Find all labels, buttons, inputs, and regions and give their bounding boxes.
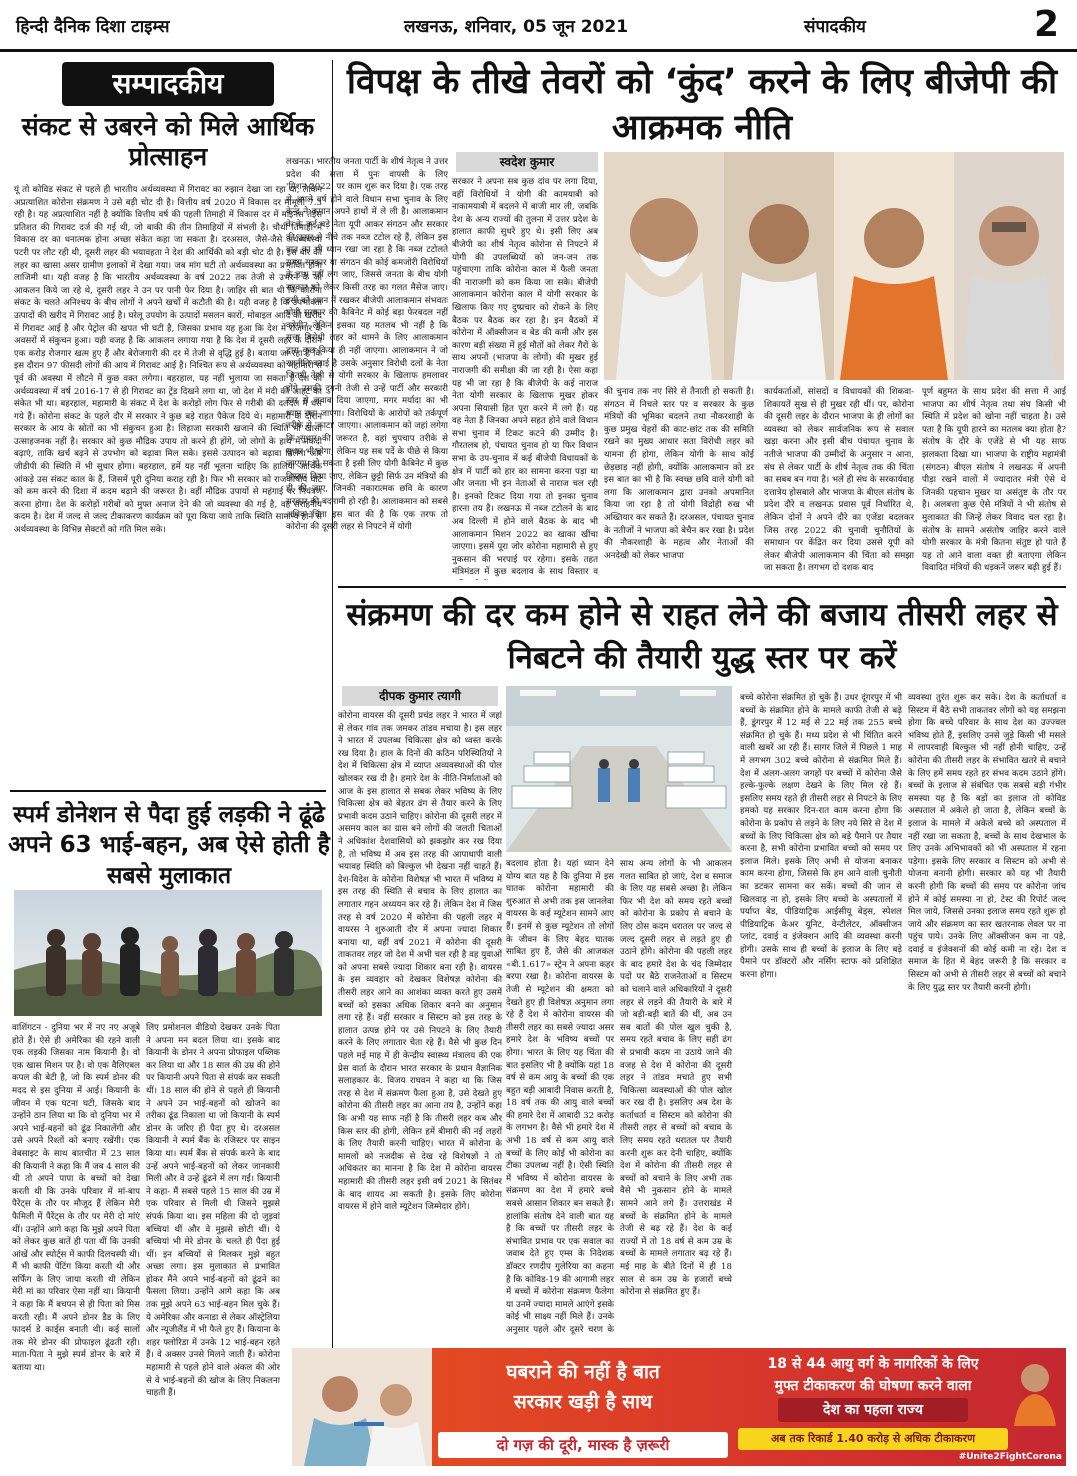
- ad-left-line2: सरकार खड़ी है साथ: [513, 1391, 653, 1413]
- masthead: [0, 0, 1077, 52]
- side-story-title: स्पर्म डोनेशन से पैदा हुई लड़की ने ढूंढे अपने 63 भाई-बहन, अब ऐसे होती है सबसे मुलाकात: [8, 802, 330, 889]
- family-photo: [14, 890, 322, 1016]
- covid-col2: बदलाव होता है। यहां ध्यान देने योग्य बात यह है कि दुनिया में इस घातक कोरोना महामारी की शुरुआत से अभी तक इस जानलेवा वायरस के कई म्यूटेशन सामने आए हैं। इनमें से कुछ म्यूटेशन तो लोगों के जीवन के लिए बेहद घातक साबित हुए हैं, जैसे की आजकल «बी.1.617» स्ट्रेन ने अपना कहर बरपा रखा है। कोरोना वायरस के तेजी से म्यूटेशन की क्षमता को देखते हुए ही विशेषज्ञ अनुमान लगा रहे हैं देश में कोरोना वायरस की तीसरी लहर का सबसे ज्यादा असर हमारे देश के भविष्य बच्चों पर होगा। भारत के लिए यह चिंता की बात इसलिए भी है क्योंकि यहां 18 वर्ष से कम आयु के बच्चों की एक बहुत बड़ी आबादी निवास करती है, 18 वर्ष तक की आयु वाले बच्चों की हमारे देश में आबादी 32 करोड़ के लगभग है। वैसे भी हमारे देश में अभी 18 वर्ष से कम आयु वाले बच्चों के लिए कोई भी कोरोना का टीका उपलब्ध नहीं है। ऐसी स्थिति में भविष्य में कोरोना वायरस के संक्रमण का देश में हमारे बच्चे सबसे आसान शिकार बन सकते हैं। हालांकि संतोष देने वाली बात यह है कि बच्चों पर तीसरी लहर के संभावित प्रभाव पर एक सवाल का जवाब देते हुए एम्स के निदेशक डॉक्टर रणदीप गुलेरिया का कहना है कि कोविड-19 की आगामी लहर में बच्चों में कोरोना संक्रमण फैलेगा या उनमें ज्यादा मामले आएंगे इसके कोई भी साक्ष्य नहीं मिले हैं। उनके अनुसार पहले और दूसरे चरण के: [506, 859, 614, 1335]
- ad-hashtag: #Unite2FightCorona: [958, 1452, 1062, 1462]
- page-number: 2: [1033, 4, 1059, 45]
- ad-right-line2: मुफ्त टीकाकरण की घोषणा करने वाला: [774, 1378, 972, 1394]
- covid-col4: बच्चे कोरोना संक्रमित हो चुके हैं। उधर दूंगरपुर में भी बच्चों के संक्रमित होने के मामले काफी तेजी से बढ़े हैं, डूंगरपुर में 12 मई से 22 मई तक 255 बच्चे संक्रमित हो चुके हैं। मध्य प्रदेश से भी चिंतित करने वाली खबरें आ रही हैं। सागर जिले में पिछले 1 माह में लगभग 302 बच्चे कोरोना से संक्रमित मिले हैं। देश में अलग-अलग जगहों पर बच्चों में कोरोना जैसे हल्के-फुल्के लक्षण देखने के लिए मिल रहे हैं। इसलिए समय रहते ही तीसरी लहर से निपटने के लिए हमको यह सरकार दिन-रात काम करना होगा कि कोरोना के प्रकोप से लड़ने के लिए नये सिरे से देश में बच्चों के लिए चिकित्सा क्षेत्र को बड़े पैमाने पर तैयार करना है, सभी कोरोना प्रभावित बच्चों को समय पर इलाज मिले। इसके लिए अभी से योजना बनाकर काम करना होगा, जिससे कि हम आने वाली चुनौती का डटकर सामना कर सकें। बच्चों की जान से खिलवाड़ ना हो, इसके लिए बच्चों के अस्पतालों में पर्याप्त बेड, पीडियाट्रिक आईसीयू बेड्स, स्पेशल पीडियाट्रिक केअर यूनिट, वेन्टीलेटर, ऑक्सीजन प्लांट, दवाई व इंजेक्शन आदि की व्यवस्था करनी होगी। उसके साथ ही बच्चों के इलाज के लिए बड़े पैमाने पर डॉक्टरों और नर्सिंग स्टाफ को प्रशिक्षित करना होगा।: [740, 693, 902, 981]
- editorial-title: संकट से उबरने को मिले आर्थिक प्रोत्साहन: [21, 112, 315, 171]
- lead-col4: कार्यकर्ताओं, सांसदों व विधायकों की शिकवा-शिकायतें सुख से ही मुखर रही थीं। पर, कोरोना की दूसरी लहर के दौरान भाजपा के ही लोगों का व्यवस्था को लेकर सार्वजनिक रूप से सवाल खड़ा करना और इसी बीच पंचायत चुनाव के नतीजे भाजपा की उम्मीदों के अनुसार न आना, संघ से लेकर पार्टी के शीर्ष नेतृत्व तक की चिंता का सबब बन गया है। भले ही संघ के सरकार्यवाह दत्तात्रेय होसबाले और भाजपा के बीएल संतोष के प्रदेश दौरे व लखनऊ प्रवास पूर्व निर्धारित थे, लेकिन दोनों ने अपने दौरे का एजेंडा बदलकर जिस तरह 2022 की चुनावी चुनौतियों के समाधान पर केंद्रित कर दिया उससे यूपी को लेकर बीजेपी आलाकमान की चिंता को समझा जा सकता है। लगभग दो दशक बाद: [764, 387, 914, 574]
- government-advertisement: [292, 1348, 1066, 1466]
- divider: [338, 586, 1066, 588]
- ad-vaccination-photo: [292, 1348, 432, 1466]
- lead-byline: स्वदेश कुमार: [456, 152, 598, 172]
- lead-headline: विपक्ष के तीखे तेवरों को ‘कुंद’ करने के लिए बीजेपी की आक्रमक नीति: [346, 62, 1058, 148]
- editorial-banner: सम्पादकीय: [62, 62, 274, 106]
- ad-right-line3: देश का पहला राज्य: [778, 1398, 968, 1422]
- lead-col5: पूर्ण बहुमत के साथ प्रदेश की सत्ता में आई भाजपा का शीर्ष नेतृत्व तथा संघ किसी भी स्थिति में प्रदेश को खोना नहीं चाहता है। उसे पता है कि यूपी हारने का मतलब क्या होता है? संतोष के दौरे के एजेंडे से भी यह साफ झलकता दिखा था। भाजपा के राष्ट्रीय महामंत्री (संगठन) बीएल संतोष ने लखनऊ में अपनी पीड़ा रखने वालों में ज्यादातर मंत्री ऐसे थे जिनकी पहचान मुखर या असंतुष्ट के तौर पर है। अलबत्ता कुछ ऐसे मंत्रियों ने भी संतोष से मुलाकात की जिन्हें लेकर विवाद चल रहा है। संतोष के सामने असंतोष जाहिर करने वाले योगी सरकार के मंत्री कितना संतुष्ट हो पाते हैं यह तो आने वाला वक्त ही बताएगा लेकिन विवादित मंत्रियों की धड़कनें जरूर बढ़ी हुई हैं।: [922, 387, 1066, 574]
- paper-name: हिन्दी दैनिक दिशा टाइम्स: [16, 17, 170, 37]
- lead-col2: सरकार ने अपना सब कुछ दांव पर लगा दिया, वहीं विरोधियों ने योगी की कामयाबी को नाकामयाबी में बदलने में बाजी मार ली, जबकि देश के अन्य राज्यों की तुलना में उत्तर प्रदेश के हालात काफी सुधरे हुए थे। इसी लिए अब बीजेपी का शीर्ष नेतृत्व कोरोना से निपटने में योगी की उपलब्धियों को जन-जन तक पहुंचाएगा ताकि कोरोना काल में फैली जनता की नाराजगी को कम किया जा सके। बीजेपी आलाकमान कोरोना काल में योगी सरकार के खिलाफ किए गए दुष्प्रचार को रोकने के लिए बैठक पर बैठक कर रहा है। इन बैठकों में कोरोना में ऑक्सीजन व बेड की कमी और इस कारण बड़ी संख्या में हुई मौतों को लेकर गैरों के साथ अपनों (भाजपा के लोगों) की मुखर हुई नाराजगी की समीक्षा की जा रही है। ऐसा कहा यह भी जा रहा है कि बीजेपी के कई नाराज नेता योगी सरकार के खिलाफ मुखर होकर अपना सियासी हित पूरा करने में लगे हैं। यह वह नेता हैं जिनका अपने सहत होने वाले विधान सभा चुनाव में टिकट कटने की उम्मीद है। गौरतलब हो, पंचायत चुनाव हो या फिर विधान सभा के उप-चुनाव में कई बीजेपी विधायकों के क्षेत्र में पार्टी को हार का सामना करना पड़ा था और जनता भी इन नेताओं से नाराज चल रही है। इनको टिकट दिया गया तो इनका चुनाव हारना तय है। लखनऊ में नब्ज टटोलने के बाद अब दिल्ली में होने वाले बैठक के बाद भी आलाकमान मिशन 2022 का खाका खींचा जाएगा। इसमें पूरा जोर कोरोना महामारी से हुए नुकसान की भरपाई पर रहेगा। इसके तहत मंत्रिमंडल में कुछ बदलाव के साथ विस्तार व: [452, 177, 598, 578]
- hospital-ward-photo: [506, 686, 732, 852]
- side-story-col1: वाशिंगटन - दुनिया भर में नए नए अजूबे होते हैं। ऐसे ही अमेरिका की रहने वाली एक लड़की जिसका नाम कियानी है। वो एक खास मिशन पर है। वो एक वैलिएबल कपल की बेटी है, जो कि स्पर्म डोनर की मदद से इस दुनिया में आई। कियानी के जीवन में एक घटना घटी, जिसके बाद उन्होंने ठान लिया था कि वो दुनिया भर में अपने भाई-बहनों को ढूंढ निकालेंगी और उसे अपने रिश्तों को बनाए रखेंगी। एक वेबसाइट के साथ बातचीत में 23 साल की कियानी ने कहा कि मैं जब 4 साल की थी तो अपने पापा के बच्चों को देखा करती थी कि उनके परिवार में मां-बाप पैरेंट्स के तौर पर मौजूद हैं लेकिन मेरी फैमिली में पैरेंट्स के तौर पर मेरी दो मांएं थीं। उन्होंने आगे कहा कि मुझे अपने पिता को लेकर कुछ बातें ही पता थीं कि उनकी आंखें और स्पोर्ट्स में काफी दिलचस्पी थी। मैं भी काफी पेंटिंग किया करती थी और सर्फिंग के लिए जाया करती थी लेकिन मेरी मां का परिवार ऐसा नहीं था। कियानी ने कहा कि मैं बचपन से ही पिता को मिस करती रही। मैं अपने डोनर डैड के लिए फादर्स डे कार्ड्स बनाती थी। कई सालों तक मेरे डोनर की प्रोफाइल ढूंढती रही। माता-पिता ने मुझे स्पर्म डोनर के बारे में बताया था।: [12, 1023, 140, 1374]
- ad-right-line1: 18 से 44 आयु वर्ग के नागरिकों के लिए: [767, 1356, 979, 1372]
- ad-left-line1: घबराने की नहीं है बात: [506, 1361, 660, 1383]
- divider: [10, 790, 326, 792]
- covid-col5: व्यवस्था तुरंत शुरू कर सके। देश के कर्ताधर्ता व सिस्टम में बैठे सभी ताकतवर लोगों को यह समझना होगा कि बच्चे परिवार के साथ देश का उज्ज्वल भविष्य होते हैं, इसलिए उनसे जुड़े किसी भी मसले में लापरवाही बिल्कुल भी नहीं होनी चाहिए, उन्हें कोरोना की तीसरी लहर के संभावित खतरे से बचाने के लिए हमें समय रहते हर संभव कदम उठाने होंगे। बच्चों के इलाज से संबंधित एक सबसे बड़ी गंभीर समस्या यह है कि बड़ों का इलाज तो कोविड अस्पताल में अकेले हो जाता है, लेकिन बच्चों के इलाज के मामले में अकेले बच्चे को अस्पताल में नहीं रखा जा सकता है, बच्चों के साथ देखभाल के लिए उनके अभिभावकों को भी अस्पताल में रहना पड़ेगा। इसके लिए सरकार व सिस्टम को अभी से योजना बनानी होगी। सरकार को यह भी तैयारी करनी होगी कि बच्चों की समय पर कोरोना जांच होने में कोई समस्या ना हो, टेस्ट की रिपोर्ट जल्द मिल जाये, जिससे उनका इलाज समय रहते शुरू हो जाये और संक्रमण का स्तर खतरनाक लेवल पर ना पहुंच पाये। उनके लिए ऑक्सीजन कम ना पड़े, दवाई व इंजेक्शनों की कोई कमी ना रहे। देश व समाज के हित में बेहद जरूरी है कि सरकार व सिस्टम को अभी से तीसरी लहर से बच्चों को बचाने के लिए युद्ध स्तर पर तैयारी करनी होगी।: [908, 693, 1066, 993]
- covid-headline: संक्रमण की दर कम होने से राहत लेने की बजाय तीसरी लहर से निबटने की तैयारी युद्ध स्तर पर करें: [346, 597, 1058, 676]
- ad-left-strip: दो गज़ की दूरी, मास्क है ज़रूरी: [438, 1432, 728, 1458]
- editorial-body: यूं तो कोविड संकट से पहले ही भारतीय अर्थव्यवस्था में गिरावट का रुझान देखा जा रहा था, लेकिन अप्रत्याशित कोरोना संक्रमण ने उसे बड़ी चोट दी है। वित्तीय वर्ष 2020 में विकास दर मामूली 7.3 रही है। यह अप्रत्याशित नहीं है क्योंकि वित्तीय वर्ष की पहली तिमाही में विकास दर में माइनस तेईस प्रतिशत की गिरावट दर्ज की गई थी, जो बाकी की तीन तिमाहियों में संभली है। चौथी तिमाही में विकास दर का धनात्मक होना अच्छा संकेत कहा जा सकता है। दरअसल, जैसे-जैसे अर्थव्यवस्था पटरी पर लौट रही थी, दूसरी लहर की भयावहता ने देश की आर्थिकी को बड़ी चोट दी है। इस बार की लहर का खासा असर ग्रामीण इलाकों में देखा गया। जब मांग घटी तो अर्थव्यवस्था का प्रभावित होना लाजिमी था। यही वजह है कि भारतीय अर्थव्यवस्था के वर्ष 2022 तक तेजी से उभरने के जो आकलन किये जा रहे थे, दूसरी लहर ने उन पर पानी फेर दिया है। जाहिर सी बात थी कि कोरोना संकट के चलते अनिश्चय के बीच लोगों ने अपने खर्चों में कटौती की है। यही वजह है कि उपभोक्ता उत्पादों की खरीद में गिरावट आई है। घरेलू उपयोग के उत्पादों मसलन कारों, मोबाइल आदि की खरीद में गिरावट आई है और पेट्रोल की खपत भी घटी है, जिसका प्रभाव यह हुआ कि देश में रोजगार के अवसरों में संकुचन हुआ। यही वजह है कि आकलन लगाया गया है कि देश में दूसरी लहर के दौरान एक करोड़ रोजगार खत्म हुए हैं और बेरोजगारी की दर में तेजी से वृद्धि हुई है। बताया जा रहा है कि इस दौरान 97 फीसदी लोगों की आय में गिरावट आई है। निश्चित रूप से अर्थव्यवस्था को महामारी से पूर्व की अवस्था में लौटने में कुछ वक्त लगेगा। बहरहाल, यह नहीं भुलाया जा सकता है देश की अर्थव्यवस्था में वर्ष 2016-17 से ही गिरावट का ट्रेंड दिखने लगा था, जो देश में मंदी की आहट का संकेत भी था। बहरहाल, महामारी के संकट में देश के करोड़ों लोग फिर से गरीबी की दलदल में धंस गये हैं। कोरोना संकट के पहले दौर में सरकार ने कुछ बड़े राहत पैकेज दिये थे। महामारी के दौरान सरकार के आय के स्रोतों का भी संकुचन हुआ है। लिहाजा सरकारी खजाने की स्थिति भी खासा उत्साहजनक नहीं है। सरकार को कुछ मौद्रिक उपाय तो करने ही होंगे, जो लोगों के हाथ में नकदी बढ़ाएं, ताकि खर्च बढ़ने से उपभोग को बढ़ावा मिल सके। इससे उत्पादन को बढ़ावा मिलेगा और जीडीपी की स्थिति में भी सुधार होगा। बहरहाल, हमें यह नहीं भूलना चाहिए कि हालिया आर्थिक आंकड़े उस संकट काल के हैं, जिसमें पूरी दुनिया कराह रही है। फिर भी सरकार को राजकोषीय घाटे को कम करने की दिशा में कदम बढ़ाने की जरूरत है। वहीं मौद्रिक उपायों से महंगाई पर नियंत्रण करना होगा। देश के करोड़ों गरीबों को मुफ्त अनाज देने की जो व्यवस्था की गई है, वह सराहनीय कदम है। देश में जल्द से जल्द टीकाकरण कार्यक्रम को पूरा किया जाये ताकि स्थिति सामान्य होने से अर्थव्यवस्था के विभिन्न सेक्टरों को गति मिल सके।: [14, 185, 322, 536]
- side-story-col2: लिए प्रमोशनल वीडियो देखकर उनके पिता ने अपना मन बदल लिया था। इसके बाद कियानी के डोनर ने अपना प्रोफाइल पब्लिक कर लिया था और 18 साल की उम्र की होने पर कियानी अपने पिता से संपर्क कर सकती थीं। 18 साल की होने से पहले ही कियानी ने अपने उन भाई-बहनों को खोजने का तरीका ढूंढ निकाला था जो कियानी के स्पर्म डोनर के जरिए ही पैदा हुए थे। दरअसल कियानी ने स्पर्म बैंक के रजिस्टर पर साइन किया था। स्पर्म बैंक से संपर्क करने के बाद उन्हें अपने भाई-बहनों को लेकर जानकारी मिली और वे उन्हें ढूंढने में लग गईं। कियानी ने कहा- मैं सबसे पहले 15 साल की उम्र में एक परिवार से मिली थी जिसने मुझसे संपर्क किया था। इस महिला की दो जुड़वां बच्चियां थीं और वे मुझसे छोटी थीं। ये बच्चियां भी मेरे डोनर के चलते ही पैदा हुई थीं। इन बच्चियों से मिलकर मुझे बहुत अच्छा लगा। इस मुलाकात से प्रभावित होकर मैंने अपने भाई-बहनों को ढूंढने का फैसला लिया। उन्होंने आगे कहा कि अब तक मुझे अपने 63 भाई-बहन मिल चुके हैं। ये अमेरिका और कनाडा से लेकर ऑस्ट्रेलिया और न्यूजीलैंड में भी फैले हुए हैं। कियाना के शहर फ्लोरिडा में उनके 12 भाई-बहन रहते हैं। वे अक्सर उनसे मिलने जाती हैं। कोरोना महामारी से पहले होने वाले अंकल की ओर से वे भाई-बहनों की खोज के लिए निकलना चाहती हैं।: [146, 1023, 280, 1399]
- covid-byline: दीपक कुमार त्यागी: [342, 686, 498, 706]
- dateline: लखनऊ, शनिवार, 05 जून 2021: [404, 17, 629, 37]
- section-label: संपादकीय: [804, 17, 866, 37]
- covid-col1: कोरोना वायरस की दूसरी प्रचंड लहर ने भारत में जहां से लेकर गांव तक जमकर तांडव मचाया है। इस लहर ने भारत में उपलब्ध चिकित्सा क्षेत्र को ध्वस्त करके रख दिया है। हाल के दिनों की कठिन परिस्थितियों ने देश में चिकित्सा क्षेत्र में व्याप्त अव्यवस्थाओं की पोल खोलकर रख दी है। हमारे देश के नीति-निर्माताओं को आज के इस हालात से सबक लेकर भविष्य के लिए चिकित्सा क्षेत्र को बेहतर ढंग से तैयार करने के लिए प्रभावी कदम उठाने चाहिए। कोरोना की दूसरी लहर में असमय काल का ग्रास बने लोगों की जलती चिताओं ने अधिकांश देशवासियों को झकझोर कर रख दिया है, तो भविष्य में अब इस तरह की आपाधापी वाली भयावह स्थिति को बिल्कुल भी देखना नहीं चाहते हैं। देश-विदेश के कोरोना विशेषज्ञ भी भारत में भविष्य में इस तरह की स्थिति से बचाव के लिए हालात का लगातार गहन अध्ययन कर रहे हैं। लेकिन देश में जिस तरह से वर्ष 2020 में कोरोना की पहली लहर में वायरस ने शुरुआती दौर में अपना ज्यादा शिकार बनाया था, वहीं वर्ष 2021 में कोरोना की दूसरी ताकतवर लहर जो देश में अभी चल रही है वह युवाओं को अपना सबसे ज्यादा शिकार बना रही है। वायरस के इस व्यवहार को देखकर विशेषज्ञ कोरोना की तीसरी लहर आने का आशंका व्यक्त करते हुए उसमें बच्चों को इसका अधिक शिकार बनने का अनुमान लगा रहे हैं। वहीं सरकार व सिस्टम को इस तरह के हालात उत्पन्न होने पर उसे निपटने के लिए तैयारी करने के लिए लगातार चेता रहे हैं। वैसे भी कुछ दिन पहले मई माह में ही केन्द्रीय स्वास्थ्य मंत्रालय की एक प्रेस वार्ता के दौरान भारत सरकार के प्रधान वैज्ञानिक सलाहकार के. विजय राघवन ने कहा था कि जिस तरह से देश में संक्रमण फैला हुआ है, उसे देखते हुए कोरोना की तीसरी लहर का आना तय है, उन्होंने कहा कि अभी यह साफ नहीं है कि तीसरी लहर कब और किस स्तर की होगी, लेकिन हमें बीमारी की नई लहरों के लिए तैयारी करनी चाहिए। भारत में कोरोना के मामलों को नजदीक से देख रहे विशेषज्ञों ने तो अधिकतर का मानना है कि देश में कोरोना वायरस महामारी की तीसरी लहर इसी वर्ष 2021 के सितंबर के बाद शायद आ सकती है। इसके लिए कोरोना वायरस में होने वाले म्यूटेशन जिम्मेदार होंगे।: [338, 711, 502, 1213]
- lead-col3: की चुनाव तक नए सिरे से तैनाती हो सकती है। संगठन में निचले स्तर पर व सरकार के कुछ मंत्रियों की भूमिका बदलने तथा नौकरशाही के कुछ प्रमुख चेहरों की काट-छांट तक की समिति रखने का मुख्य आधार सता विरोधी लहर को थामना ही होगा, लेकिन योगी के साथ कोई छेड़छाड़ नहीं होगी, क्योंकि आलाकमान को डर इस बात का भी है कि स्वच्छ छवि वाले योगी को लगा कि आलाकमान द्वारा उनको अपमानित किया जा रहा है तो योगी विद्रोही रुख भी अख्तियार कर सकते हैं। दरअसल, पंचायत चुनाव के नतीजों ने भाजपा को बेचैन कर रखा है। प्रदेश की नौकरशाही के महत्व और नेताओं की अनदेखी को लेकर भाजपा: [604, 387, 754, 561]
- leaders-photo: [604, 152, 1064, 380]
- ad-right-strip: अब तक रिकार्ड 1.40 करोड़ से अधिक टीकाकरण: [738, 1428, 1008, 1450]
- covid-col3: साथ अन्य लोगों के भी आकलन गलत साबित हो जाएं, देश व समाज के लिए यह सबसे अच्छा है। लेकिन फिर भी देश को समय रहते बच्चों को कोरोना के प्रकोप से बचाने के लिए ठोस कदम धरातल पर जल्द से जल्द दूसरी लहर से लड़ते हुए ही उठाने होंगे। कोरोना की पहली लहर के बाद हमारे देश के चंद जिम्मेदार पदों पर बैठे राजनेताओं व सिस्टम को चलाने वाले अधिकारियों ने दूसरी लहर से लड़ने की तैयारी के बारे में जो बड़ी-बड़ी बातें की थीं, अब उन सब बातों की पोल खुल चुकी है, समय रहते बचाव के लिए सही ढंग से प्रभावी कदम ना उठाये जाने की वजह से देश में कोरोना की दूसरी लहर ने तांडव मचाते हुए सभी चिकित्सा व्यवस्थाओं की पोल खोल कर रख दी है। इसलिए अब देश के कर्ताधर्ता व सिस्टम को कोरोना की तीसरी लहर से बच्चों को बचाव के लिए समय रहते धरातल पर तैयारी करनी शुरू कर देनी चाहिए, क्योंकि देश में कोरोना की तीसरी लहर से बच्चों को बचाने के लिए अभी तक वैसे भी नुकसान होने के मामले सामने आने लगे हैं। उत्तराखंड में बच्चों के संक्रमित होने के मामले तेजी से बढ़ रहे हैं। देश के कई राज्यों में तो 18 वर्ष से कम उम्र के बच्चों के मामले लगातार बढ़ रहे हैं। मई माह के बीते दिनों में ही 18 साल से कम उम्र के हजारों बच्चे कोरोना से संक्रमित हुए हैं।: [620, 859, 732, 1298]
- ad-portrait: [1010, 1356, 1060, 1426]
- lead-col1: लखनऊ। भारतीय जनता पार्टी के शीर्ष नेतृत्व ने उत्तर प्रदेश की सत्ता में पुनः वापसी के लिए 'मिशन-2022' पर काम शुरू कर दिया है। एक तरह से अगले वर्ष होने वाले विधान सभा चुनाव के लिए केन्द्र ने कमान अपने हाथों में ले ली है। आलाकमान के के कई बड़े नेता यूपी आकर संगठन और सरकार की ऊपर से नीचे तक नब्ज टटोल रहे हैं, लेकिन इस बात का भी ध्यान रखा जा रहा है कि नब्ज टटोलते समय सरकार या संगठन की कोई कमजोरी विरोधियों के हाथ नहीं लग जाए, जिससे जनता के बीच योगी सरकार को लेकर किसी तरह का गलत मैसेज जाए। इसी को ध्यान में रखकर बीजेपी आलाकमान संभवतः योगी सरकार की कैबिनेट में कोई बड़ा फेरबदल नहीं करेगी? लेकिन इसका यह मतलब भी नहीं है कि सत्ता विरोधी लहर को थामने के लिए आलाकमान द्वारा कुछ किया ही नहीं जाएगा। आलाकमान ने जो रणनीति बनाई है उसके अनुसार विरोधी दलों के नेता जितनी तेजी से योगी सरकार के खिलाफ हमलावर होंगे उसकी दुगनी तेजी से उन्हें पार्टी और सरकारी स्तर से जवाब दिया जाएगा, मगर मर्यादा का भी ध्यान रखा जाएगा। विरोधियों के आरोपों को तर्कपूर्ण तरीके से 'काटा' जाएगा। आलाकमान को जहां लगेगा कि सुधार की जरूरत है, वहां चुपचाप तरीके से सुधार भी होगा, लेकिन यह सब पर्दे के पीछे से किया जाएगा। हो सकता है इसी लिए योगी कैबिनेट में कुछ विस्तार किया जाए, लेकिन छुट्टी सिर्फ उन मंत्रियों की ही की जाए, जिनकी नकारात्मक छवि के कारण सरकार की बदनामी हो रही है। आलाकमान को सबसे अधिक चिंता इस बात की है कि एक तरफ तो कोरोना की दूसरी लहर से निपटने में योगी: [286, 157, 448, 533]
